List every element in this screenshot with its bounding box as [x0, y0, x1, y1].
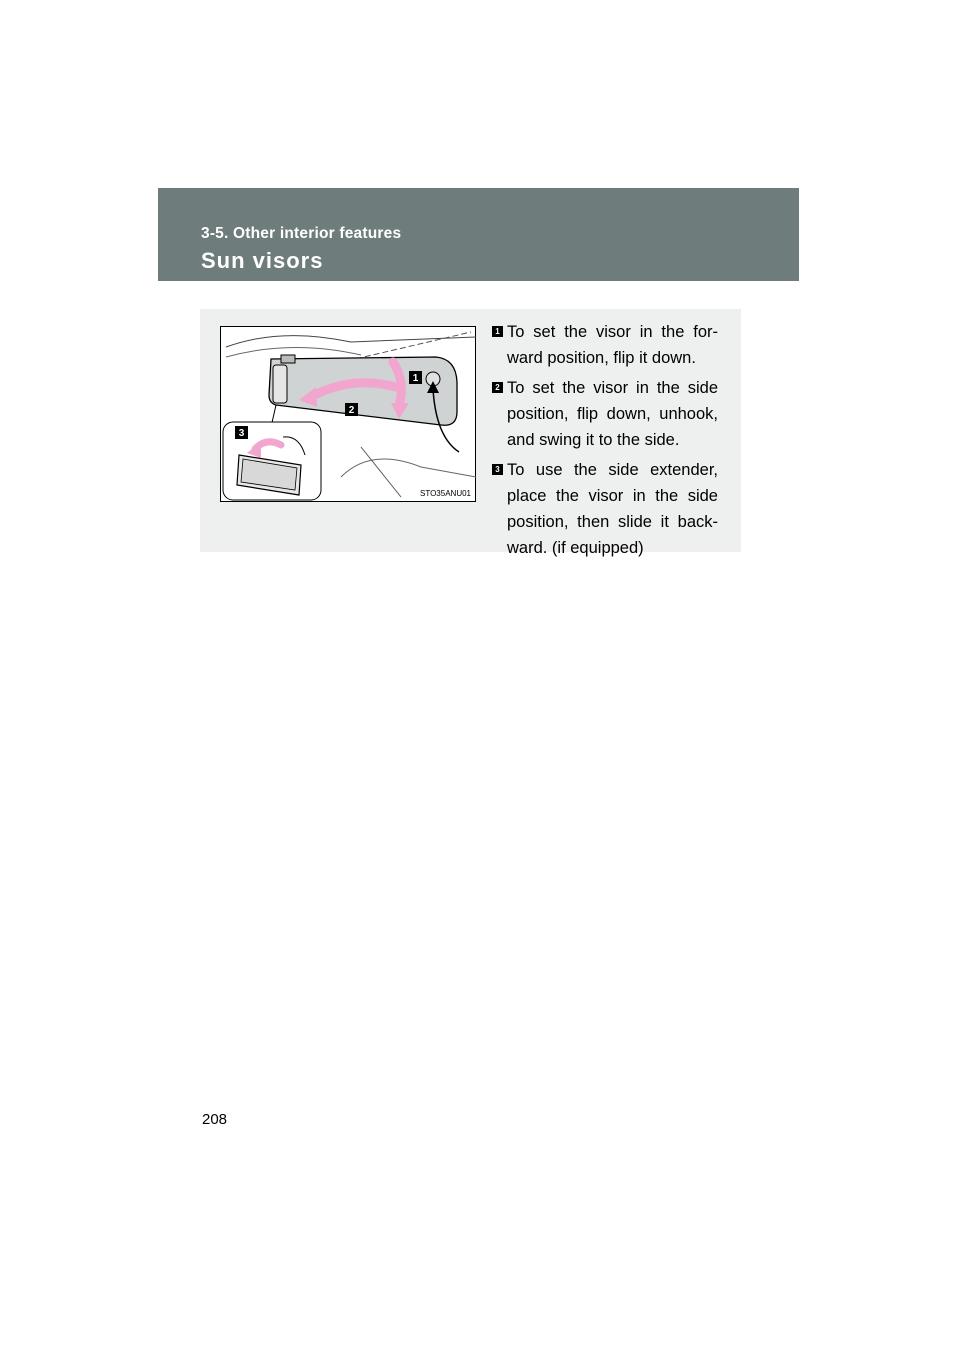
callout-2: [345, 403, 358, 416]
svg-text:2: 2: [348, 405, 355, 416]
figure-code: STO35ANU01: [420, 489, 471, 498]
step-text: To set the visor in the for-ward position, flip it down.: [507, 323, 718, 367]
page-number: 208: [202, 1111, 228, 1128]
callout-3: [235, 426, 248, 439]
callout-1: [409, 371, 422, 384]
sun-visor-illustration: [220, 326, 476, 502]
step-number-badge: 1: [492, 326, 503, 337]
step-text: To use the side extender, place the visor in the side position, then slide it back-ward. (if equipped): [507, 461, 718, 557]
svg-text:1: 1: [412, 373, 419, 384]
content-box: [200, 309, 741, 557]
page-title: Sun visors: [201, 248, 324, 273]
step-item: [492, 319, 718, 371]
step-item: [492, 457, 718, 561]
section-header: [158, 188, 799, 281]
svg-text:3: 3: [238, 428, 245, 439]
step-text: To set the visor in the side position, flip down, unhook, and swing it to the side.: [507, 379, 718, 449]
step-number-badge: 3: [492, 464, 503, 475]
steps-list: [492, 319, 718, 565]
step-number-badge: 2: [492, 382, 503, 393]
sun-visor-drawing: [221, 327, 477, 503]
section-label: 3-5. Other interior features: [201, 225, 402, 242]
step-item: [492, 375, 718, 453]
